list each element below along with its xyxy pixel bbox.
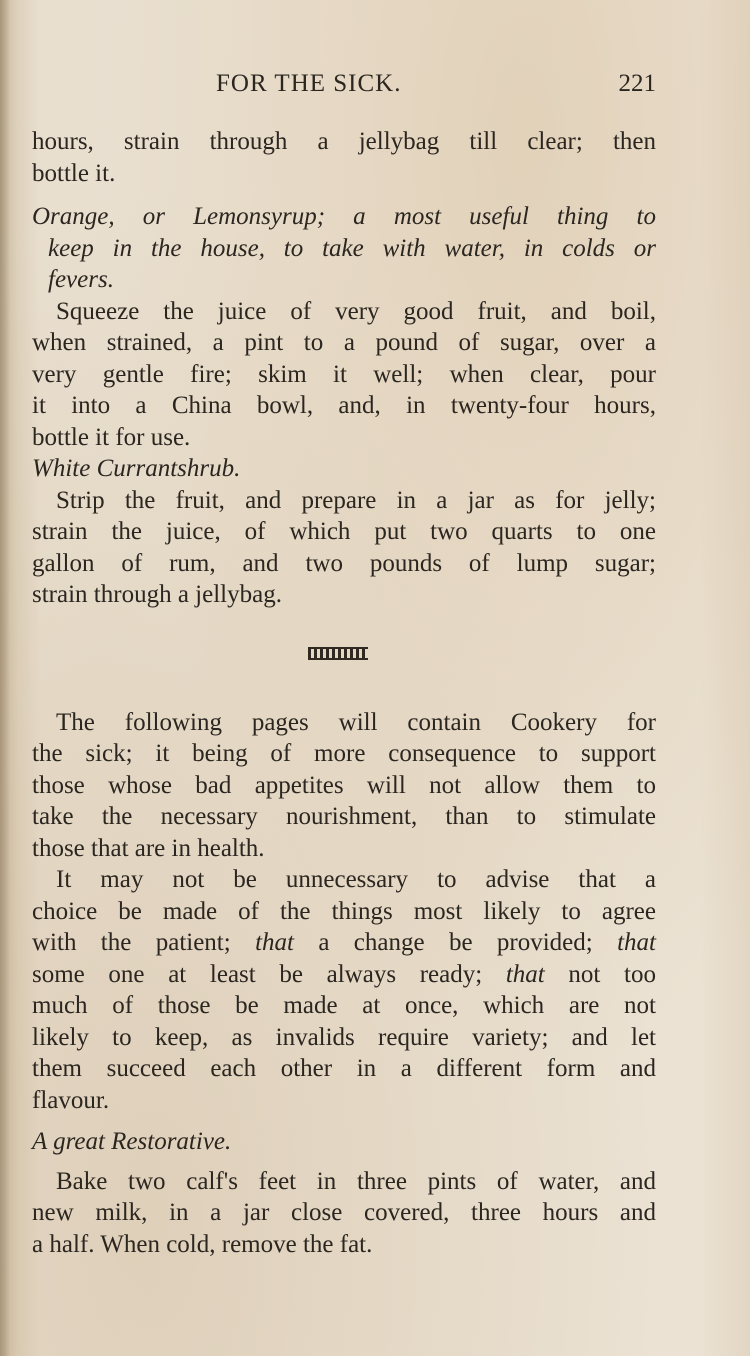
recipe-body-orange-syrup	[32, 296, 656, 454]
text-line: those whose bad appetites will not allow them to	[32, 771, 656, 799]
text-line: Orange, or Lemonsyrup; a most useful thing to	[32, 203, 656, 230]
text-line: a half. When cold, remove the fat.	[32, 1230, 373, 1258]
text-line: Bake two calf's feet in three pints of water, and	[56, 1167, 656, 1195]
text-line: it into a China bowl, and, in twenty-four hours,	[32, 392, 656, 419]
text-line: the sick; it being of more consequence to support	[32, 740, 656, 767]
text-line: Strip the fruit, and prepare in a jar as for jelly;	[56, 486, 656, 514]
text-line: some one at least be always ready; that not too	[32, 960, 656, 988]
text-line: flavour.	[32, 1086, 110, 1114]
text-line: very gentle fire; skim it well; when clear, pour	[32, 360, 656, 388]
page-text	[32, 126, 656, 1260]
text-line: those that are in health.	[32, 834, 265, 862]
page-gutter-shadow	[0, 0, 10, 1356]
text-line: when strained, a pint to a pound of sugar, over a	[32, 329, 656, 356]
text-line: take the necessary nourishment, than to stimulate	[32, 803, 656, 830]
continuation-paragraph	[32, 126, 656, 189]
recipe-heading-great-restorative: A great Restorative.	[32, 1128, 232, 1155]
text-line: likely to keep, as invalids require variety; and let	[32, 1023, 656, 1051]
recipe-heading-orange-syrup	[32, 201, 656, 296]
text-line: them succeed each other in a different form and	[32, 1055, 656, 1082]
text-line: gallon of rum, and two pounds of lump sugar;	[32, 549, 656, 577]
text-line: hours, strain through a jellybag till clear; then	[32, 128, 656, 155]
text-line: keep in the house, to take with water, in colds or	[48, 234, 656, 262]
intro-paragraph-1	[32, 707, 656, 865]
text-line: new milk, in a jar close covered, three hours and	[32, 1199, 656, 1226]
text-line: with the patient; that a change be provided; that	[32, 929, 656, 956]
text-line: strain through a jellybag.	[32, 581, 282, 608]
text-line: choice be made of the things most likely to agree	[32, 897, 656, 925]
text-line: bottle it for use.	[32, 423, 191, 451]
running-title: FOR THE SICK.	[216, 70, 402, 97]
recipe-body-great-restorative	[32, 1166, 656, 1261]
text-line: strain the juice, of which put two quarts to one	[32, 518, 656, 545]
ornament-rule	[308, 647, 368, 660]
text-line: Squeeze the juice of very good fruit, and boil,	[56, 297, 656, 325]
recipe-heading-white-currantshrub: White Currantshrub.	[32, 455, 241, 482]
text-line: It may not be unnecessary to advise that a	[56, 866, 656, 893]
section-divider	[32, 611, 656, 707]
page-number: 221	[618, 70, 656, 97]
text-line: much of those be made at once, which are not	[32, 992, 656, 1019]
text-line: bottle it.	[32, 159, 116, 187]
recipe-body-white-currantshrub	[32, 485, 656, 611]
intro-paragraph-2	[32, 864, 656, 1116]
text-line: fevers.	[48, 266, 114, 293]
text-line: The following pages will contain Cookery for	[56, 708, 656, 736]
running-head	[34, 70, 656, 110]
